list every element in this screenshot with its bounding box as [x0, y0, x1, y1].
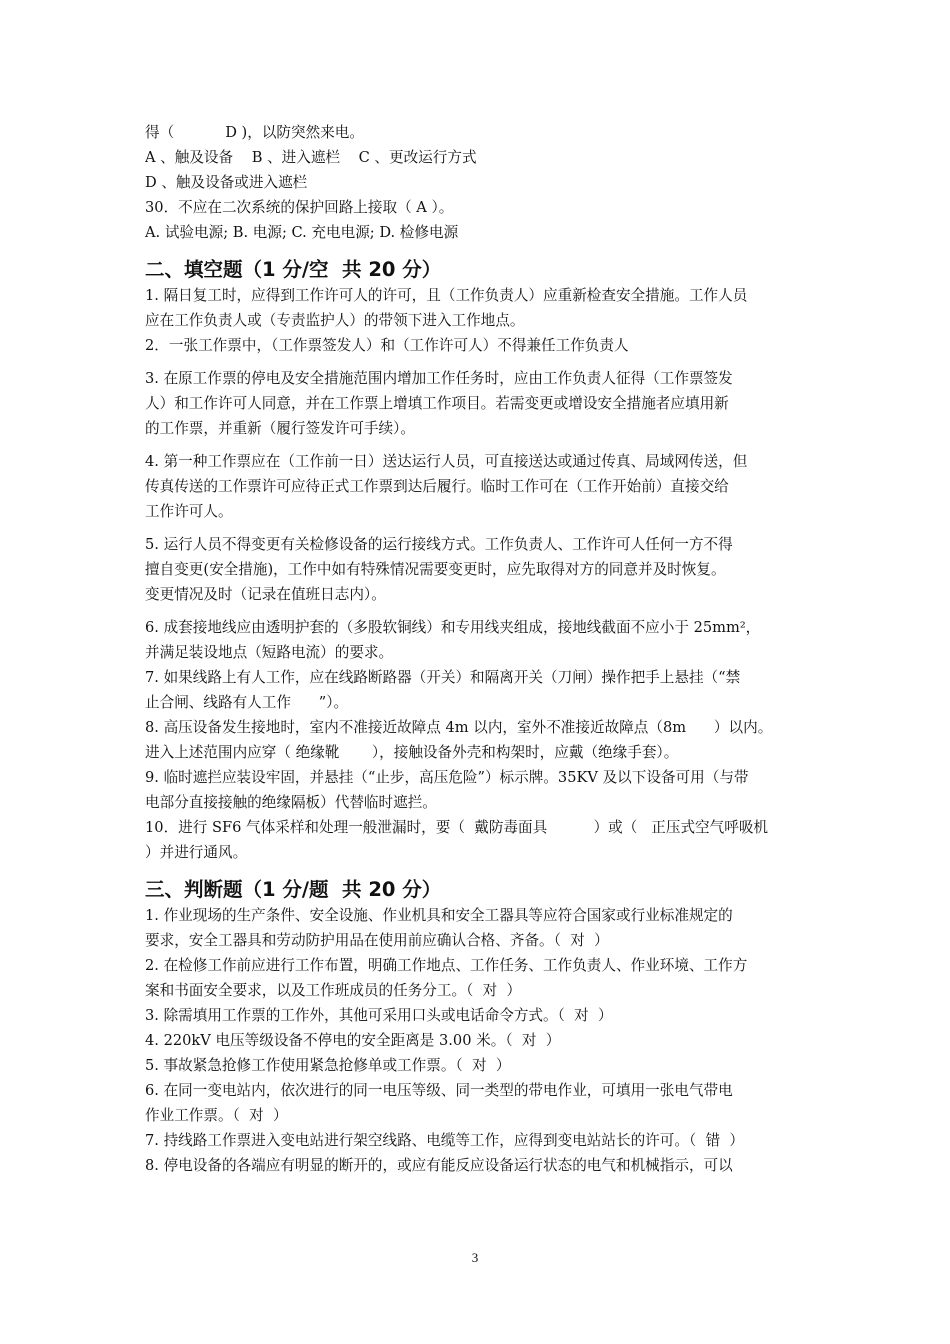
- text-line: 8. 停电设备的各端应有明显的断开的，或应有能反应设备运行状态的电气和机械指示，可以: [145, 1157, 733, 1174]
- text-line: 案和书面安全要求，以及工作班成员的任务分工。（ 对 ）: [145, 982, 522, 999]
- text-line: 1. 隔日复工时，应得到工作许可人的许可，且（工作负责人）应重新检查安全措施。工作人员: [145, 287, 748, 304]
- section-heading-fill-in: 二、填空题（1 分/空 共 20 分）: [145, 258, 442, 281]
- true-false-questions-block: [145, 903, 810, 1178]
- text-line: 要求，安全工器具和劳动防护用品在使用前应确认合格、齐备。（ 对 ）: [145, 932, 609, 949]
- text-line: A 、触及设备 B 、进入遮栏 C 、更改运行方式: [145, 149, 477, 166]
- text-line: ）并进行通风。: [145, 844, 248, 861]
- text-line: 人）和工作许可人同意，并在工作票上增填工作项目。若需变更或增设安全措施者应填用新: [145, 395, 729, 412]
- text-line: 变更情况及时（记录在值班日志内）。: [145, 586, 386, 603]
- fill-in-question-4-block: [145, 449, 810, 524]
- text-line: 的工作票，并重新（履行签发许可手续）。: [145, 420, 415, 437]
- text-line: 5. 运行人员不得变更有关检修设备的运行接线方式。工作负责人、工作许可人任何一方不得: [145, 536, 733, 553]
- text-line: 3. 除需填用工作票的工作外，其他可采用口头或电话命令方式。（ 对 ）: [145, 1007, 613, 1024]
- text-line: 30．不应在二次系统的保护回路上接取（ A ）。: [145, 199, 454, 216]
- text-line: 1. 作业现场的生产条件、安全设施、作业机具和安全工器具等应符合国家或行业标准规定的: [145, 907, 733, 924]
- fill-in-questions-6-10-block: [145, 615, 810, 865]
- text-line: 2．一张工作票中，（工作票签发人）和（工作许可人）不得兼任工作负责人: [145, 337, 629, 354]
- text-line: 7. 如果线路上有人工作，应在线路断路器（开关）和隔离开关（刀闸）操作把手上悬挂（“禁: [145, 669, 741, 686]
- text-line: 进入上述范围内应穿（ 绝缘靴 ），接触设备外壳和构架时，应戴（绝缘手套）。: [145, 744, 679, 761]
- fill-in-question-5-block: [145, 532, 810, 607]
- text-line: 6. 在同一变电站内，依次进行的同一电压等级、同一类型的带电作业，可填用一张电气带电: [145, 1082, 733, 1099]
- text-line: 作业工作票。（ 对 ）: [145, 1107, 288, 1124]
- text-line: 工作许可人。: [145, 503, 233, 520]
- fill-in-question-1-block: [145, 283, 810, 333]
- text-line: 擅自变更(安全措施)，工作中如有特殊情况需要变更时，应先取得对方的同意并及时恢复。: [145, 561, 726, 578]
- text-line: 9. 临时遮拦应装设牢固，并悬挂（“止步，高压危险”）标示牌。35KV 及以下设备可用（与带: [145, 769, 749, 786]
- text-line: 8. 高压设备发生接地时，室内不准接近故障点 4m 以内，室外不准接近故障点（8m ）以内。: [145, 719, 773, 736]
- text-line: 4. 第一种工作票应在（工作前一日）送达运行人员，可直接送达或通过传真、局域网传送，但: [145, 453, 748, 470]
- question-29-continuation: [145, 120, 810, 245]
- text-line: 7. 持线路工作票进入变电站进行架空线路、电缆等工作，应得到变电站站长的许可。（ 错 ）: [145, 1132, 744, 1149]
- text-line: 2. 在检修工作前应进行工作布置，明确工作地点、工作任务、工作负责人、作业环境、工作方: [145, 957, 748, 974]
- text-line: 5. 事故紧急抢修工作使用紧急抢修单或工作票。（ 对 ）: [145, 1057, 511, 1074]
- text-line: A. 试验电源; B. 电源; C. 充电电源; D. 检修电源: [145, 224, 459, 241]
- text-line: 3. 在原工作票的停电及安全措施范围内增加工作任务时，应由工作负责人征得（工作票签发: [145, 370, 733, 387]
- text-line: D 、触及设备或进入遮栏: [145, 174, 308, 191]
- text-line: 得（ D )，以防突然来电。: [145, 124, 364, 141]
- text-line: 止合闸、线路有人工作 ”）。: [145, 694, 349, 711]
- fill-in-question-2-block: [145, 333, 810, 358]
- text-line: 应在工作负责人或（专责监护人）的带领下进入工作地点。: [145, 312, 525, 329]
- document-page: [145, 120, 810, 1178]
- text-line: 10．进行 SF6 气体采样和处理一般泄漏时，要（ 戴防毒面具 ）或（ 正压式空气呼吸机: [145, 819, 769, 836]
- text-line: 6. 成套接地线应由透明护套的（多股软铜线）和专用线夹组成，接地线截面不应小于 25mm²，: [145, 619, 761, 636]
- text-line: 并满足装设地点（短路电流）的要求。: [145, 644, 394, 661]
- text-line: 电部分直接接触的绝缘隔板）代替临时遮拦。: [145, 794, 437, 811]
- text-line: 传真传送的工作票许可应待正式工作票到达后履行。临时工作可在（工作开始前）直接交给: [145, 478, 729, 495]
- fill-in-question-3-block: [145, 366, 810, 441]
- text-line: 4. 220kV 电压等级设备不停电的安全距离是 3.00 米。（ 对 ）: [145, 1032, 561, 1049]
- section-heading-true-false: 三、判断题（1 分/题 共 20 分）: [145, 878, 442, 901]
- page-number: 3: [471, 1250, 479, 1265]
